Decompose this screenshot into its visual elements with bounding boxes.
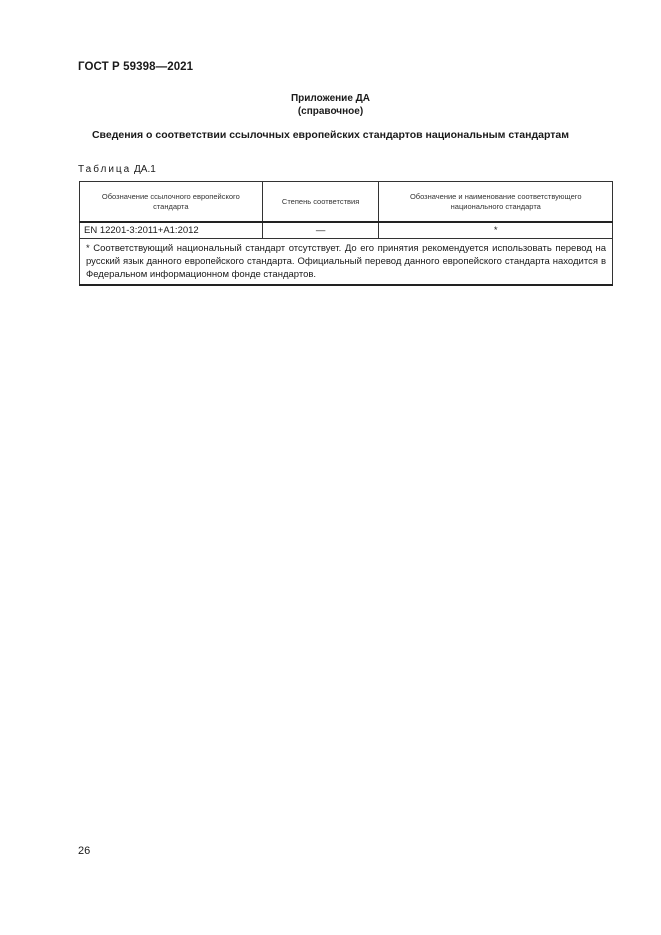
table-caption-number: ДА.1	[134, 164, 156, 175]
cell-designation: EN 12201-3:2011+A1:2012	[80, 222, 263, 239]
correspondence-table	[79, 181, 613, 286]
column-header-degree: Степень соответствия	[262, 182, 379, 223]
page-number: 26	[78, 845, 91, 857]
annex-subtitle: (справочное)	[297, 106, 364, 117]
table-footnote: * Соответствующий национальный стандарт отсутствует. До его принятия рекомендуется использовать перевод на русский язык данного европейского стандарта. Официальный перевод данного европейского стандарта находится в Федеральном информационном фонде стандартов.	[80, 239, 613, 286]
annex-title-block	[0, 92, 661, 118]
footnote-row	[80, 239, 613, 286]
table-row	[80, 222, 613, 239]
annex-title: Приложение ДА	[290, 93, 371, 104]
cell-national: *	[379, 222, 613, 239]
table-header-row	[80, 182, 613, 223]
column-header-national: Обозначение и наименование соответствующего национального стандарта	[379, 182, 613, 223]
table-caption-prefix: Таблица	[78, 164, 132, 175]
document-code: ГОСТ Р 59398—2021	[78, 61, 194, 73]
column-header-designation: Обозначение ссылочного европейского стандарта	[80, 182, 263, 223]
annex-heading: Сведения о соответствии ссылочных европейских стандартов национальным стандартам	[91, 129, 570, 141]
table-caption	[78, 164, 156, 175]
cell-degree: —	[262, 222, 379, 239]
